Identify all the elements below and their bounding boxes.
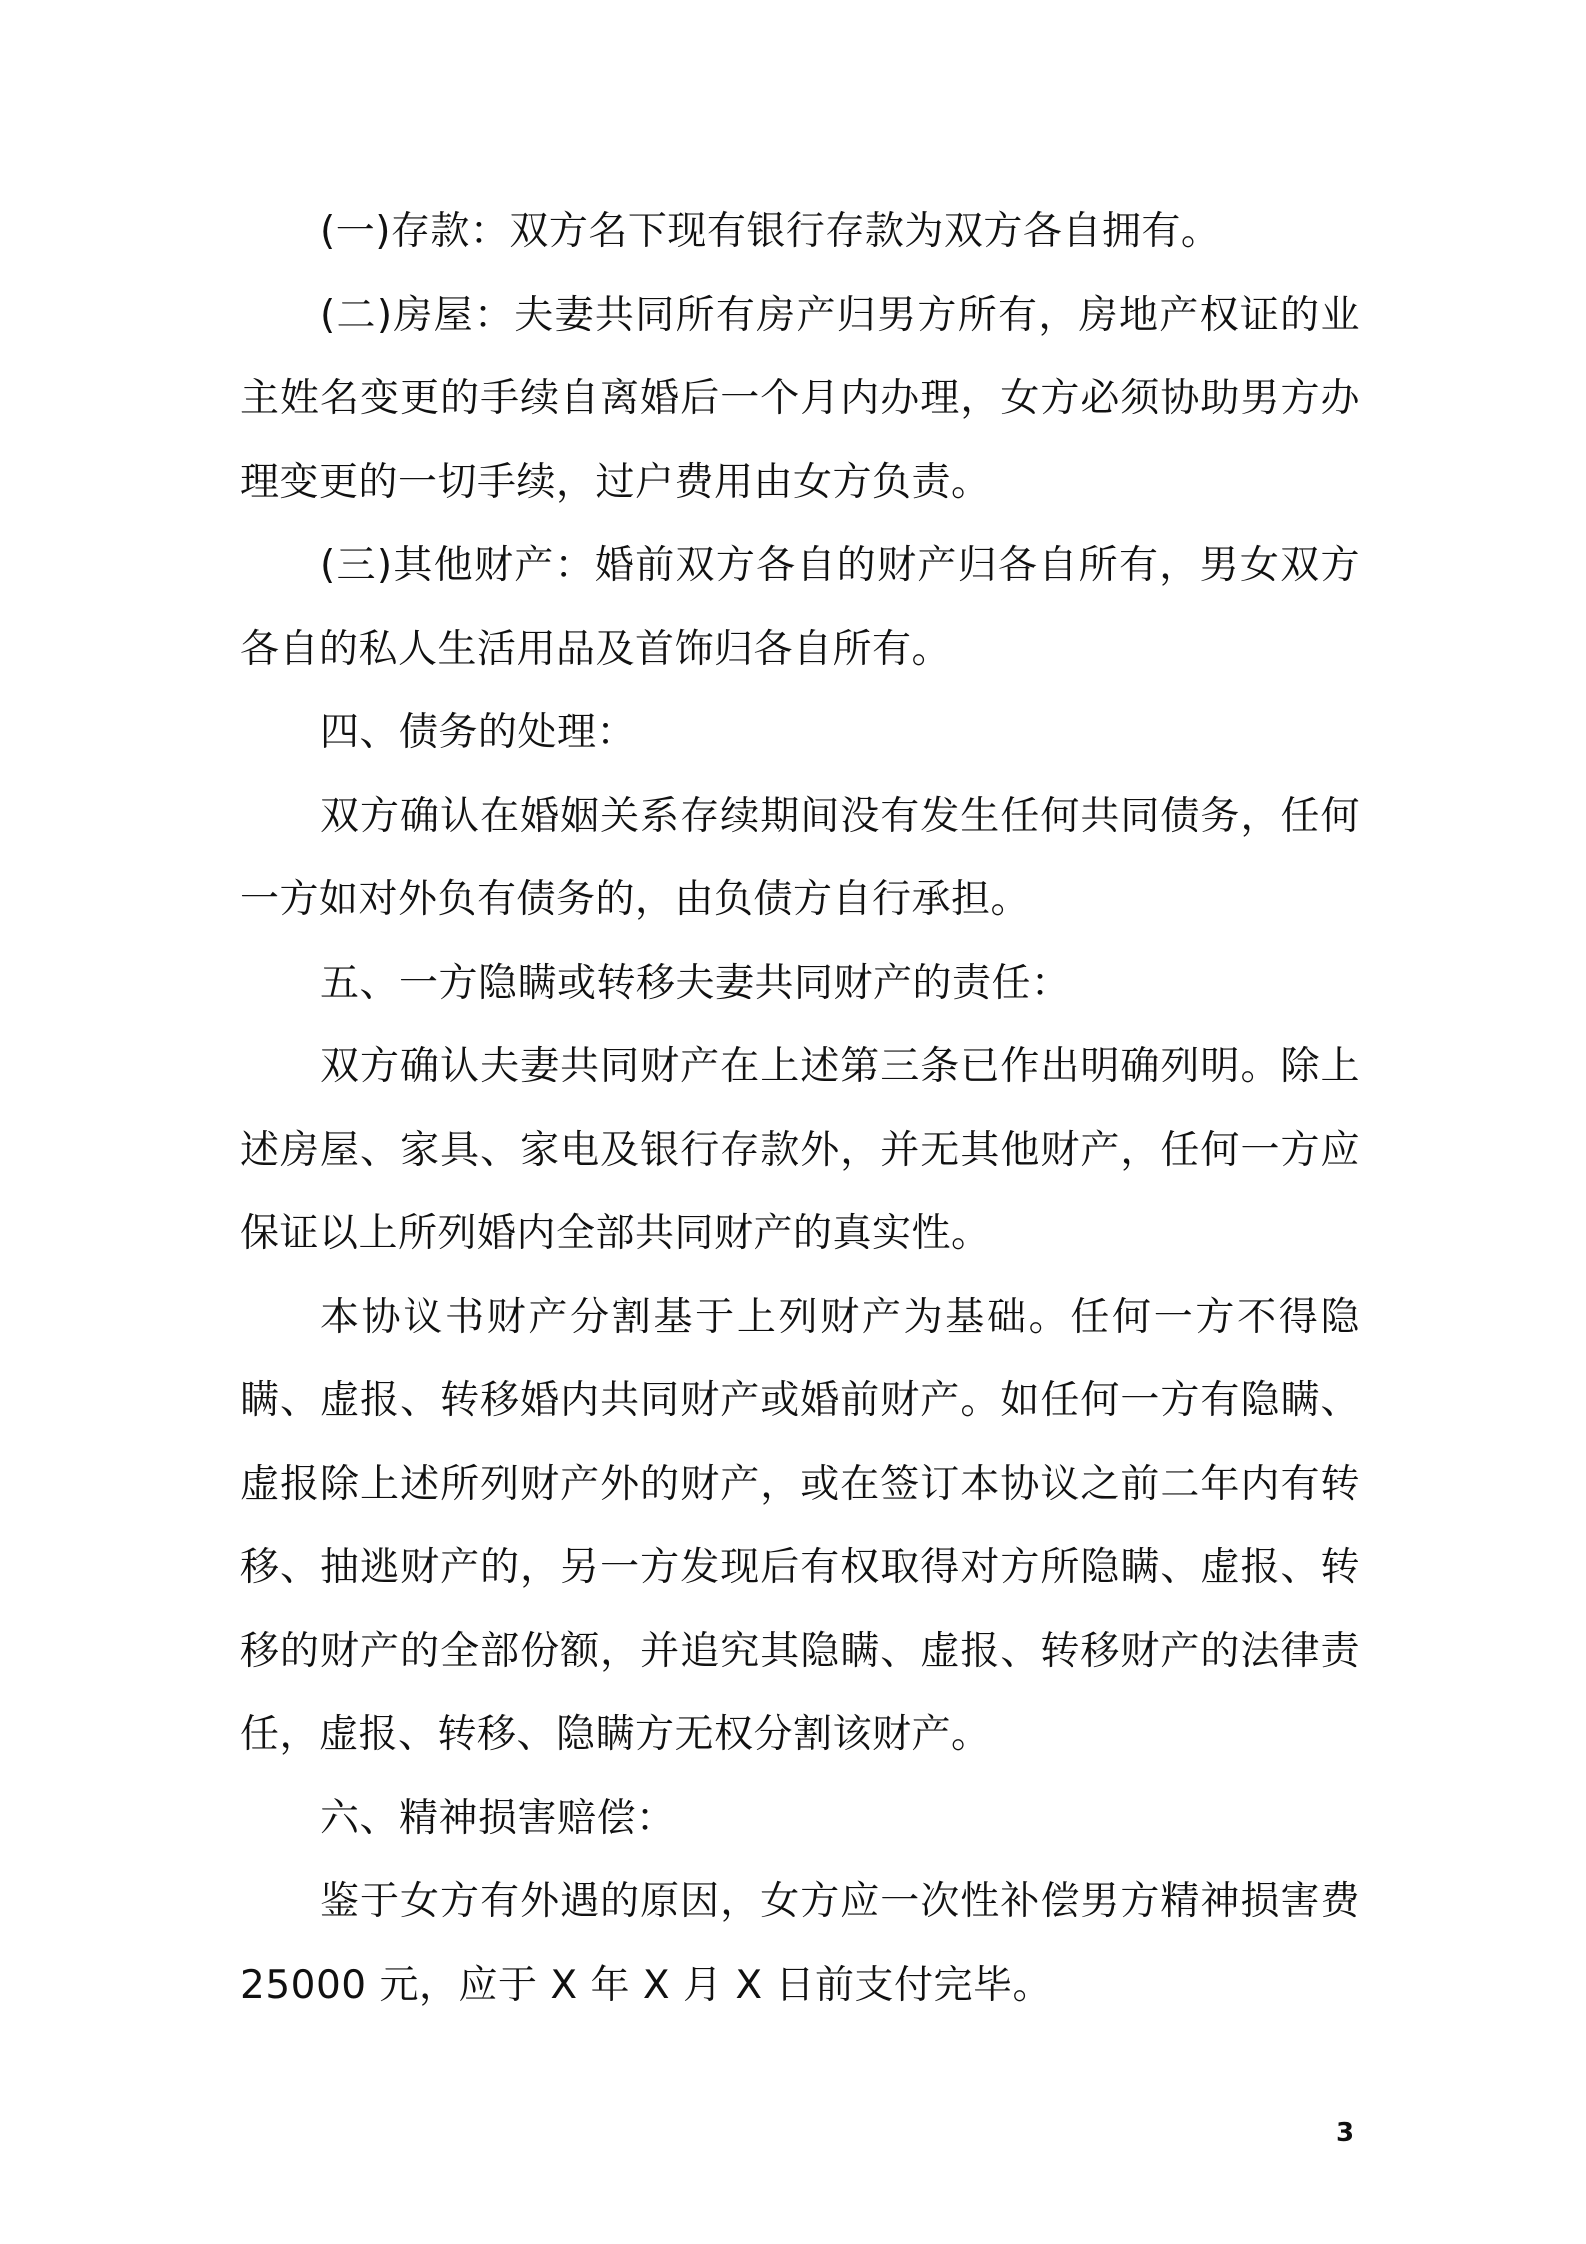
document-body [240,190,1360,2027]
paragraph-debt: 双方确认在婚姻关系存续期间没有发生任何共同债务，任何一方如对外负有债务的，由负债方自行承担。 [240,793,1360,922]
paragraph-concealment-liability: 本协议书财产分割基于上列财产为基础。任何一方不得隐瞒、虚报、转移婚内共同财产或婚前财产。如任何一方有隐瞒、虚报除上述所列财产外的财产，或在签订本协议之前二年内有转移、抽逃财产的，另一方发现后有权取得对方所隐瞒、虚报、转移的财产的全部份额，并追究其隐瞒、虚报、转移财产的法律责任，虚报、转移、隐瞒方无权分割该财产。 [240,1294,1360,1757]
paragraph-other-property: (三)其他财产：婚前双方各自的财产归各自所有，男女双方各自的私人生活用品及首饰归各自所有。 [240,543,1360,672]
paragraph-compensation: 鉴于女方有外遇的原因，女方应一次性补偿男方精神损害费25000 元，应于 X 年 X 月 X 日前支付完毕。 [240,1879,1360,2008]
heading-compensation: 六、精神损害赔偿： [320,1795,676,1841]
heading-debt: 四、债务的处理： [320,710,637,755]
heading-concealment: 五、一方隐瞒或转移夫妻共同财产的责任： [320,960,1071,1006]
paragraph-deposit: (一)存款：双方名下现有银行存款为双方各自拥有。 [320,209,1221,254]
paragraph-house: (二)房屋：夫妻共同所有房产归男方所有，房地产权证的业主姓名变更的手续自离婚后一个月内办理，女方必须协助男方办理变更的一切手续，过户费用由女方负责。 [240,292,1360,505]
page-number: 3 [1336,2118,1355,2148]
paragraph-concealment-confirm: 双方确认夫妻共同财产在上述第三条已作出明确列明。除上述房屋、家具、家电及银行存款外，并无其他财产，任何一方应保证以上所列婚内全部共同财产的真实性。 [240,1044,1360,1256]
